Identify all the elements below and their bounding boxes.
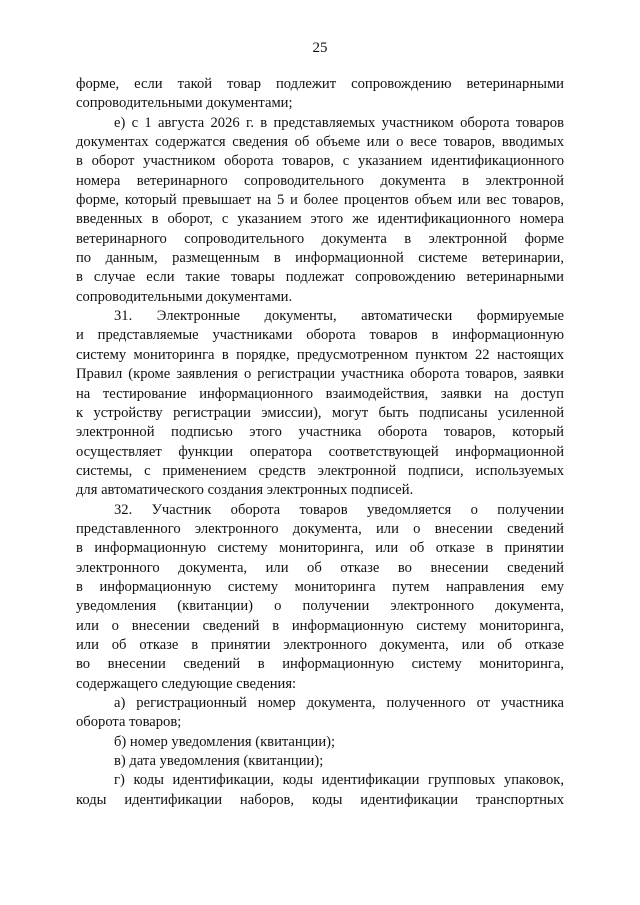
- text-line: а) регистрационный номер документа, полученного от участника: [114, 695, 564, 711]
- page-number: 25: [312, 40, 328, 56]
- text-line: 32. Участник оборота товаров уведомляется о получении: [114, 501, 564, 518]
- text-line: электронной подписью этого участника оборота товаров, который: [76, 424, 564, 441]
- text-line: документах содержатся сведения об объеме или о весе товаров, вводимых: [76, 134, 564, 151]
- text-line: осуществляет функции оператора соответствующей информационной: [76, 443, 564, 460]
- text-line: г) коды идентификации, коды идентификации групповых упаковок,: [114, 772, 564, 789]
- text-line: ветеринарного сопроводительного документа в электронной форме: [76, 230, 564, 247]
- body-text: [76, 75, 564, 810]
- text-line: на тестирование информационного взаимодействия, заявки на доступ: [76, 385, 564, 402]
- text-line: для автоматического создания электронных подписей.: [76, 482, 414, 499]
- text-line: оборота товаров;: [76, 714, 182, 731]
- text-line: электронного документа, или об отказе во внесении сведений: [76, 559, 564, 576]
- text-line: и представляемые участниками оборота товаров в информационную: [76, 327, 564, 344]
- text-line: 31. Электронные документы, автоматически формируемые: [114, 308, 564, 325]
- text-line: сопроводительными документами.: [76, 288, 293, 305]
- text-line: системы, с применением средств электронной подписи, используемых: [76, 462, 564, 479]
- text-line: в оборот участником оборота товаров, с указанием идентификационного: [76, 153, 564, 170]
- text-line: систему мониторинга в порядке, предусмотренном пунктом 22 настоящих: [76, 346, 564, 363]
- text-line: б) номер уведомления (квитанции);: [114, 733, 336, 750]
- text-line: в случае если такие товары подлежат сопровождению ветеринарными: [76, 269, 564, 286]
- text-line: е) с 1 августа 2026 г. в представляемых участником оборота товаров: [114, 114, 564, 131]
- text-line: номера ветеринарного сопроводительного документа в электронной: [76, 172, 564, 189]
- text-line: представленного электронного документа, или о внесении сведений: [76, 520, 564, 537]
- text-line: в информационную систему мониторинга, или об отказе в принятии: [76, 540, 564, 557]
- text-line: или об отказе в принятии электронного документа, или об отказе: [76, 636, 564, 653]
- text-line: или о внесении сведений в информационную систему мониторинга,: [76, 617, 564, 634]
- text-line: форме, если такой товар подлежит сопровождению ветеринарными: [76, 76, 564, 92]
- text-line: во внесении сведений в информационную систему мониторинга,: [76, 656, 564, 673]
- text-line: введенных в оборот, с указанием этого же идентификационного номера: [76, 211, 564, 228]
- text-line: к устройству регистрации эмиссии), могут быть подписаны усиленной: [76, 404, 564, 421]
- text-line: Правил (кроме заявления о регистрации участника оборота товаров, заявки: [76, 366, 564, 383]
- text-line: содержащего следующие сведения:: [76, 675, 297, 692]
- text-line: по данным, размещенным в информационной системе ветеринарии,: [76, 250, 564, 267]
- text-line: сопроводительными документами;: [76, 95, 293, 112]
- text-line: в) дата уведомления (квитанции);: [114, 753, 324, 770]
- text-line: форме, который превышает на 5 и более процентов объем или вес товаров,: [76, 192, 564, 209]
- text-line: в информационную систему мониторинга путем направления ему: [76, 578, 564, 595]
- text-line: коды идентификации наборов, коды идентификации транспортных: [76, 791, 564, 808]
- text-line: уведомления (квитанции) о получении электронного документа,: [76, 598, 564, 615]
